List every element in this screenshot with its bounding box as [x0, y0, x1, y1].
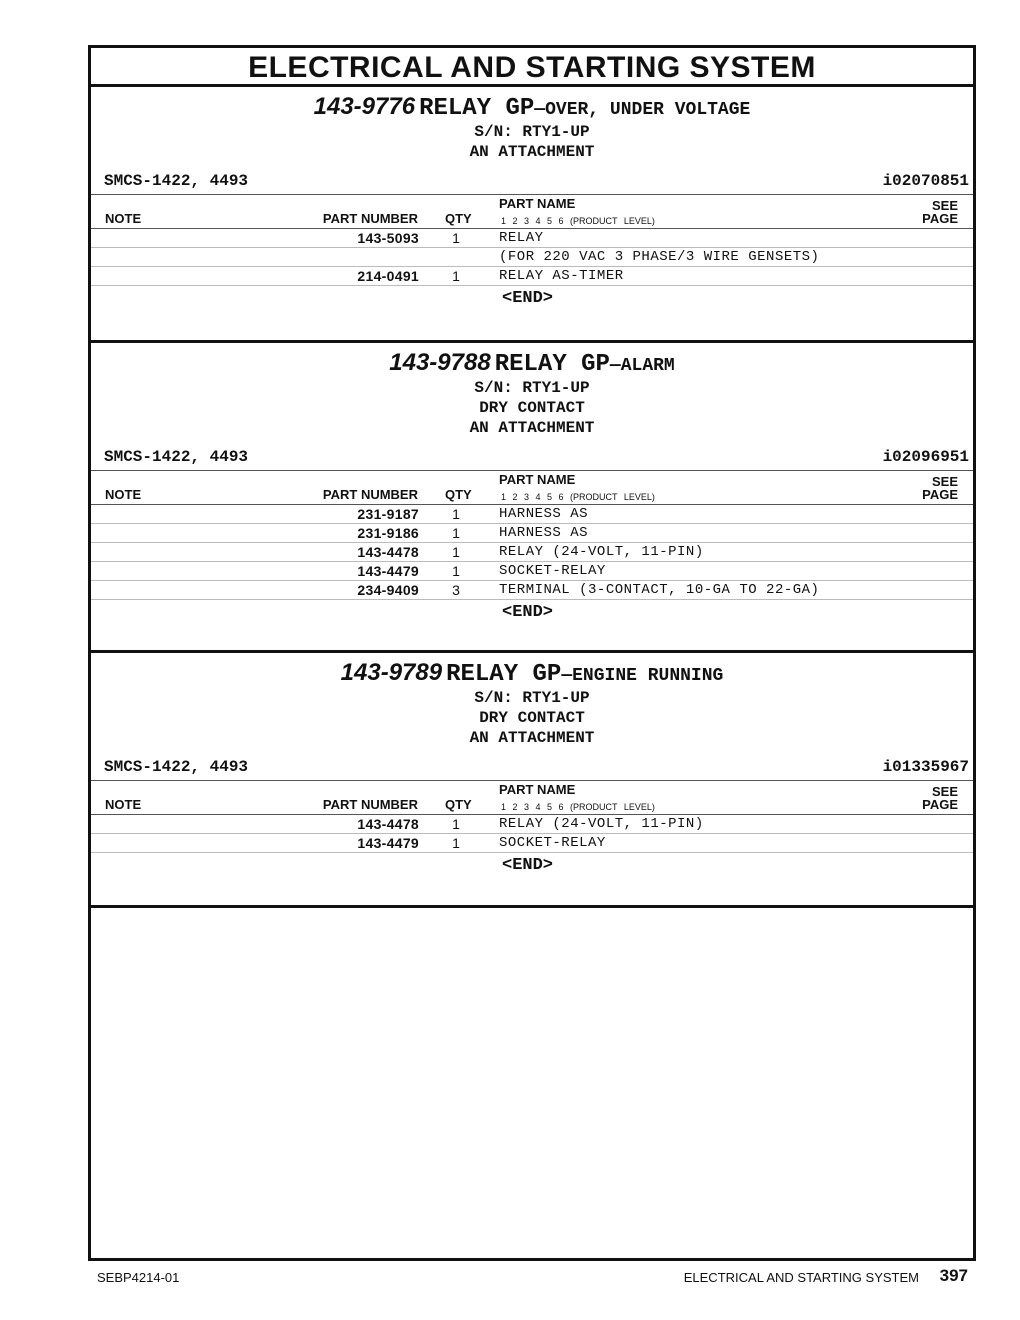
part-number: 231-9187 — [357, 506, 419, 522]
part-number-header: PART NUMBER — [322, 487, 418, 502]
quantity: 1 — [452, 525, 460, 541]
part-name: RELAY AS-TIMER — [499, 268, 624, 284]
see-header: SEE — [931, 474, 958, 489]
group-number: 143-9776 — [313, 93, 416, 120]
quantity: 3 — [452, 582, 460, 598]
footer-section-title: ELECTRICAL AND STARTING SYSTEM — [683, 1270, 919, 1285]
note-header: NOTE — [105, 211, 142, 226]
see-header: SEE — [931, 198, 958, 213]
quantity: 1 — [452, 268, 460, 284]
part-name: HARNESS AS — [499, 506, 589, 522]
part-number: 143-4479 — [357, 563, 419, 579]
group-condition: AN ATTACHMENT — [469, 729, 595, 747]
table-row — [91, 524, 973, 543]
document-id: SEBP4214-01 — [97, 1270, 180, 1285]
product-level-header: 1 2 3 4 5 6 (PRODUCT LEVEL) — [501, 802, 655, 812]
quantity: 1 — [452, 544, 460, 560]
smcs-code: SMCS-1422, 4493 — [104, 172, 249, 190]
group-name: RELAY GP — [446, 661, 562, 688]
product-level-header: 1 2 3 4 5 6 (PRODUCT LEVEL) — [501, 492, 655, 502]
page-footer — [0, 1266, 1020, 1288]
part-name-header: PART NAME — [499, 782, 576, 797]
table-row — [91, 267, 973, 286]
part-name: TERMINAL (3-CONTACT, 10-GA TO 22-GA) — [499, 582, 820, 598]
table-row — [91, 248, 973, 267]
smcs-row — [91, 758, 973, 781]
group-condition: S/N: RTY1-UP — [474, 689, 590, 707]
table-row — [91, 815, 973, 834]
page-frame — [88, 45, 976, 1261]
part-number: 143-4478 — [357, 544, 419, 560]
part-name-header: PART NAME — [499, 472, 576, 487]
table-row — [91, 505, 973, 524]
table-row — [91, 562, 973, 581]
group-number: 143-9789 — [340, 659, 443, 686]
group-condition: S/N: RTY1-UP — [474, 123, 590, 141]
parts-group-section — [91, 659, 973, 908]
page-number: 397 — [939, 1266, 968, 1285]
page-header: PAGE — [922, 487, 958, 502]
end-marker: <END> — [502, 289, 554, 308]
part-name: SOCKET-RELAY — [499, 563, 606, 579]
part-number: 143-5093 — [357, 230, 419, 246]
smcs-row — [91, 448, 973, 471]
group-title — [91, 93, 973, 122]
product-level-header: 1 2 3 4 5 6 (PRODUCT LEVEL) — [501, 216, 655, 226]
smcs-code: SMCS-1422, 4493 — [104, 758, 249, 776]
group-condition: DRY CONTACT — [479, 709, 585, 727]
group-subtitle: —ENGINE RUNNING — [561, 666, 724, 686]
table-row — [91, 581, 973, 600]
note-header: NOTE — [105, 487, 142, 502]
part-number: 214-0491 — [357, 268, 419, 284]
qty-header: QTY — [445, 211, 472, 226]
part-number: 143-4479 — [357, 835, 419, 851]
part-name: RELAY — [499, 230, 544, 246]
part-number-header: PART NUMBER — [322, 797, 418, 812]
reference-id: i02070851 — [882, 172, 969, 190]
part-name-header: PART NAME — [499, 196, 576, 211]
group-name: RELAY GP — [419, 95, 535, 122]
part-name: (FOR 220 VAC 3 PHASE/3 WIRE GENSETS) — [499, 249, 820, 265]
group-number: 143-9788 — [389, 349, 491, 376]
quantity: 1 — [452, 816, 460, 832]
part-number-header: PART NUMBER — [322, 211, 418, 226]
group-subtitle: —OVER, UNDER VOLTAGE — [534, 100, 751, 120]
quantity: 1 — [452, 835, 460, 851]
group-condition: DRY CONTACT — [479, 399, 585, 417]
group-condition: S/N: RTY1-UP — [474, 379, 590, 397]
table-row — [91, 229, 973, 248]
group-condition: AN ATTACHMENT — [469, 143, 595, 161]
end-marker: <END> — [502, 603, 554, 622]
page-header: PAGE — [922, 797, 958, 812]
parts-group-section — [91, 349, 973, 653]
group-name: RELAY GP — [494, 351, 610, 378]
column-header — [91, 781, 973, 815]
column-header — [91, 195, 973, 229]
part-number: 143-4478 — [357, 816, 419, 832]
qty-header: QTY — [445, 487, 472, 502]
page-header: PAGE — [922, 211, 958, 226]
page-title: ELECTRICAL AND STARTING SYSTEM — [91, 48, 973, 87]
group-title — [91, 659, 973, 688]
part-number: 234-9409 — [357, 582, 419, 598]
smcs-row — [91, 172, 973, 195]
part-name: HARNESS AS — [499, 525, 589, 541]
group-subtitle: —ALARM — [609, 356, 675, 376]
smcs-code: SMCS-1422, 4493 — [104, 448, 249, 466]
qty-header: QTY — [445, 797, 472, 812]
table-row — [91, 834, 973, 853]
quantity: 1 — [452, 506, 460, 522]
column-header — [91, 471, 973, 505]
table-row — [91, 543, 973, 562]
reference-id: i01335967 — [882, 758, 969, 776]
group-title — [91, 349, 973, 378]
part-name: RELAY (24-VOLT, 11-PIN) — [499, 544, 704, 560]
note-header: NOTE — [105, 797, 142, 812]
part-name: RELAY (24-VOLT, 11-PIN) — [499, 816, 704, 832]
part-name: SOCKET-RELAY — [499, 835, 606, 851]
part-number: 231-9186 — [357, 525, 419, 541]
parts-group-section — [91, 93, 973, 343]
group-condition: AN ATTACHMENT — [469, 419, 595, 437]
see-header: SEE — [931, 784, 958, 799]
reference-id: i02096951 — [882, 448, 969, 466]
quantity: 1 — [452, 563, 460, 579]
quantity: 1 — [452, 230, 460, 246]
end-marker: <END> — [502, 856, 554, 875]
